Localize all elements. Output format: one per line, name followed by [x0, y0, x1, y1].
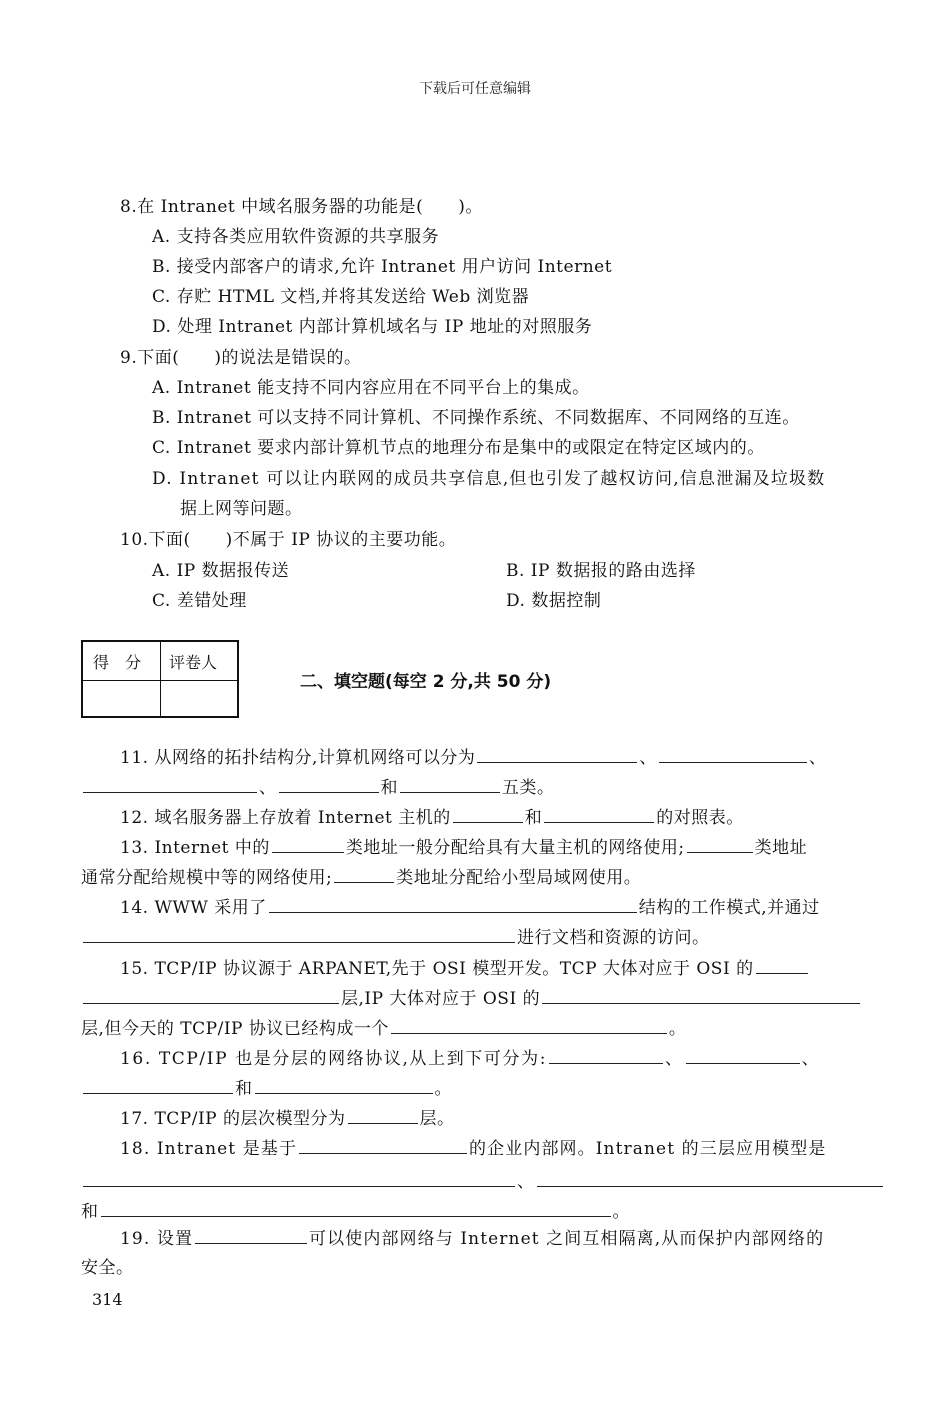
blank[interactable] — [255, 1077, 433, 1094]
q11-text: 11. 从网络的拓扑结构分,计算机网络可以分为 — [120, 748, 476, 768]
q14-line1 — [120, 896, 820, 919]
page-number: 314 — [92, 1290, 123, 1309]
q8-option-c: C. 存贮 HTML 文档,并将其发送给 Web 浏览器 — [152, 287, 530, 307]
blank[interactable] — [279, 776, 379, 793]
q8-stem: 8.在 Intranet 中域名服务器的功能是( )。 — [120, 197, 483, 217]
separator: 、 — [801, 1049, 821, 1069]
q16-line1 — [120, 1047, 820, 1070]
separator: 、 — [808, 748, 827, 768]
q13-text: 13. Internet 中的 — [120, 838, 270, 858]
q9-option-b: B. Intranet 可以支持不同计算机、不同操作系统、不同数据库、不同网络的互连。 — [152, 408, 800, 428]
q13-text-e: 类地址分配给小型局域网使用。 — [396, 868, 642, 888]
q16-text: 16. TCP/IP 也是分层的网络协议,从上到下可分为: — [120, 1049, 548, 1069]
blank[interactable] — [83, 926, 515, 943]
q18-line1 — [120, 1137, 826, 1160]
blank[interactable] — [756, 957, 808, 974]
q15-line3 — [81, 1017, 686, 1040]
q13-text-c: 类地址 — [754, 838, 808, 858]
q18-line2 — [81, 1170, 885, 1193]
and-text: 和 — [380, 778, 398, 798]
score-label: 得 分 — [93, 653, 142, 672]
blank[interactable] — [83, 1077, 233, 1094]
q17-text: 17. TCP/IP 的层次模型分为 — [120, 1109, 346, 1129]
q12-line — [120, 806, 744, 829]
q10-option-b: B. IP 数据报的路由选择 — [506, 561, 696, 581]
q8-option-d: D. 处理 Intranet 内部计算机域名与 IP 地址的对照服务 — [152, 317, 593, 337]
q18-text: 18. Intranet 是基于 — [120, 1139, 298, 1159]
q13-line1 — [120, 836, 807, 859]
q19-line1 — [120, 1227, 824, 1250]
q14-line2 — [81, 926, 710, 949]
q9-option-c: C. Intranet 要求内部计算机节点的地理分布是集中的或限定在特定区域内的。 — [152, 438, 765, 458]
blank[interactable] — [334, 866, 394, 883]
blank[interactable] — [477, 746, 637, 763]
blank[interactable] — [400, 776, 500, 793]
q17-line — [120, 1107, 455, 1130]
q17-text-b: 层。 — [419, 1109, 455, 1129]
q14-text: 14. WWW 采用了 — [120, 898, 267, 918]
blank[interactable] — [687, 836, 753, 853]
q15-line1 — [120, 957, 810, 980]
q19-line2: 安全。 — [81, 1258, 134, 1278]
separator: 、 — [517, 1172, 535, 1192]
q13-text-d: 通常分配给规模中等的网络使用; — [81, 868, 333, 888]
blank[interactable] — [101, 1200, 611, 1217]
q14-text-c: 进行文档和资源的访问。 — [517, 928, 710, 948]
q13-text-b: 类地址一般分配给具有大量主机的网络使用; — [345, 838, 685, 858]
period: 。 — [434, 1079, 452, 1099]
download-note: 下载后可任意编辑 — [419, 81, 531, 97]
q9-option-d-cont: 据上网等问题。 — [180, 499, 303, 519]
blank[interactable] — [453, 806, 523, 823]
blank[interactable] — [549, 1047, 663, 1064]
blank[interactable] — [686, 1047, 800, 1064]
blank[interactable] — [272, 836, 344, 853]
q9-option-d: D. Intranet 可以让内联网的成员共享信息,但也引发了越权访问,信息泄漏及垃圾数 — [152, 469, 826, 489]
blank[interactable] — [544, 806, 654, 823]
q11-line1 — [120, 746, 826, 769]
period: 。 — [668, 1019, 687, 1039]
q18-line3 — [81, 1200, 630, 1223]
blank[interactable] — [195, 1227, 307, 1244]
q15-text-c: 层,但今天的 TCP/IP 协议已经构成一个 — [81, 1019, 389, 1039]
q8-option-b: B. 接受内部客户的请求,允许 Intranet 用户访问 Internet — [152, 257, 613, 277]
blank[interactable] — [83, 776, 257, 793]
and-text: 和 — [235, 1079, 253, 1099]
blank[interactable] — [542, 987, 860, 1004]
grader-label: 评卷人 — [169, 653, 218, 672]
q19-text-b: 可以使内部网络与 Internet 之间互相隔离,从而保护内部网络的 — [309, 1229, 825, 1249]
blank[interactable] — [299, 1137, 467, 1154]
q10-option-a: A. IP 数据报传送 — [152, 561, 290, 581]
score-table — [81, 640, 239, 718]
q15-line2 — [81, 987, 862, 1010]
q13-line2 — [81, 866, 641, 889]
separator: 、 — [639, 748, 657, 768]
blank[interactable] — [83, 987, 339, 1004]
blank[interactable] — [348, 1107, 418, 1124]
separator: 、 — [259, 778, 277, 798]
section-title: 二、填空题(每空 2 分,共 50 分) — [300, 672, 552, 692]
q12-text: 12. 域名服务器上存放着 Internet 主机的 — [120, 808, 451, 828]
blank[interactable] — [391, 1017, 667, 1034]
q10-stem: 10.下面( )不属于 IP 协议的主要功能。 — [120, 530, 457, 550]
q16-line2 — [81, 1077, 452, 1100]
blank[interactable] — [659, 746, 807, 763]
q11-line2 — [81, 776, 555, 799]
separator: 、 — [665, 1049, 684, 1069]
blank[interactable] — [83, 1170, 515, 1187]
q12-tail: 的对照表。 — [656, 808, 744, 828]
blank[interactable] — [269, 896, 637, 913]
and-text: 和 — [81, 1202, 99, 1222]
q15-text-b: 层,IP 大体对应于 OSI 的 — [341, 989, 541, 1009]
q19-text: 19. 设置 — [120, 1229, 194, 1249]
blank[interactable] — [537, 1170, 883, 1187]
q9-option-a: A. Intranet 能支持不同内容应用在不同平台上的集成。 — [152, 378, 590, 398]
q10-option-d: D. 数据控制 — [506, 591, 602, 611]
q11-tail: 五类。 — [502, 778, 555, 798]
q15-text: 15. TCP/IP 协议源于 ARPANET,先于 OSI 模型开发。TCP 大体对应于 OSI 的 — [120, 959, 754, 979]
period: 。 — [612, 1202, 630, 1222]
q8-option-a: A. 支持各类应用软件资源的共享服务 — [152, 227, 440, 247]
q14-text-b: 结构的工作模式,并通过 — [638, 898, 820, 918]
q10-option-c: C. 差错处理 — [152, 591, 247, 611]
and-text: 和 — [524, 808, 543, 828]
q9-stem: 9.下面( )的说法是错误的。 — [120, 348, 362, 368]
q18-text-b: 的企业内部网。Intranet 的三层应用模型是 — [469, 1139, 827, 1159]
